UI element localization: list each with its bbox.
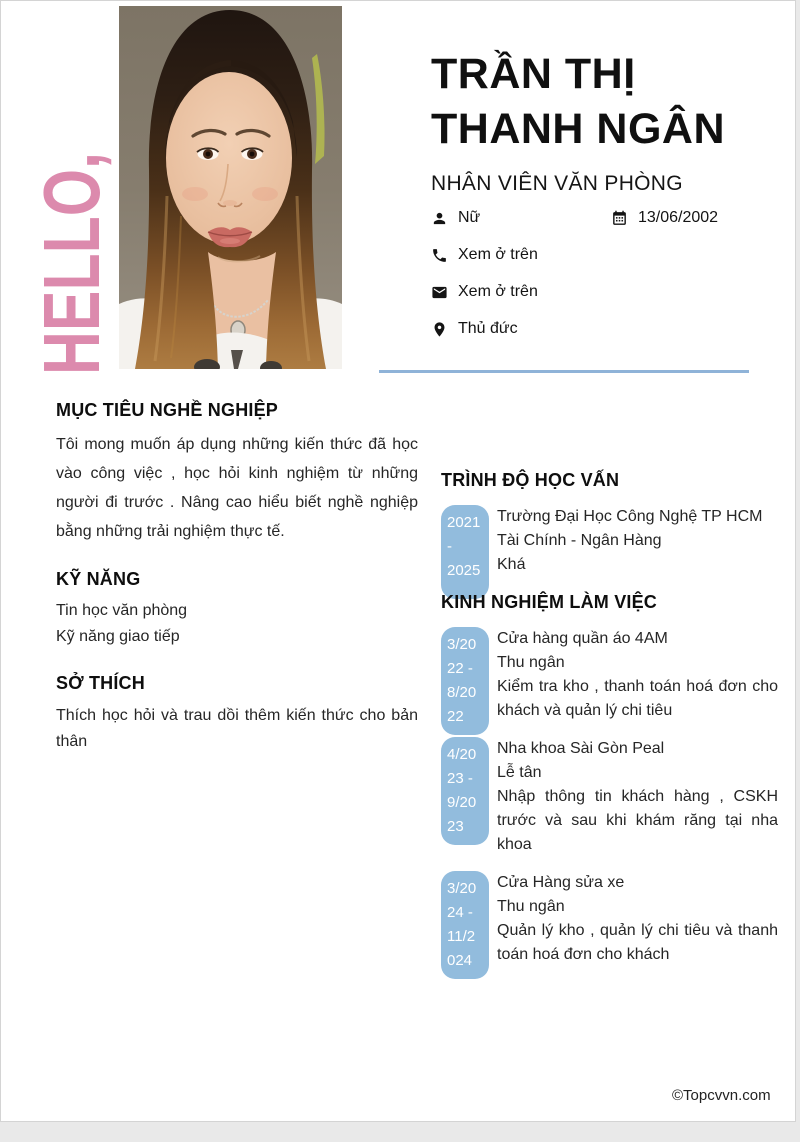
- contact-email: [431, 280, 538, 304]
- contact-info: [431, 206, 771, 354]
- header-divider-line: [379, 370, 749, 373]
- phone-icon: [431, 247, 448, 264]
- experience-company: Cửa Hàng sửa xe: [497, 874, 625, 891]
- experience-item: [441, 737, 778, 857]
- experience-period-badge: 3/2024 - 11/2024: [441, 871, 489, 979]
- calendar-icon: [611, 210, 628, 227]
- skills-heading: KỸ NĂNG: [56, 569, 141, 589]
- left-column: [56, 399, 418, 755]
- education-item: [441, 505, 778, 577]
- experience-company: Cửa hàng quần áo 4AM: [497, 630, 668, 647]
- education-school: Trường Đại Học Công Nghệ TP HCM: [497, 508, 763, 525]
- education-major: Tài Chính - Ngân Hàng: [497, 532, 662, 549]
- hobbies-text: Thích học hỏi và trau dồi thêm kiến thức cho bản thân: [56, 707, 418, 750]
- experience-company: Nha khoa Sài Gòn Peal: [497, 740, 665, 757]
- experience-description: Kiểm tra kho , thanh toán hoá đơn cho khách và quản lý chi tiêu: [497, 678, 778, 719]
- education-heading: TRÌNH ĐỘ HỌC VẤN: [441, 470, 620, 490]
- education-period-badge: 2021 - 2025: [441, 505, 489, 599]
- experience-heading: KINH NGHIỆM LÀM VIỆC: [441, 592, 658, 612]
- contact-birthday: [611, 206, 718, 230]
- experience-period-badge: 4/2023 - 9/2023: [441, 737, 489, 845]
- experience-description: Nhập thông tin khách hàng , CSKH trước và sau khi khám răng tại nha khoa: [497, 788, 778, 853]
- experience-role: Thu ngân: [497, 898, 565, 915]
- hobbies-heading: SỞ THÍCH: [56, 673, 145, 693]
- skill-item: Tin học văn phòng: [56, 602, 188, 619]
- contact-gender: [431, 206, 480, 230]
- experience-description: Quản lý kho , quản lý chi tiêu và thanh toán hoá đơn cho khách: [497, 922, 778, 963]
- objective-text: Tôi mong muốn áp dụng những kiến thức đã học vào công việc , học hỏi kinh nghiệm từ những người đi trước . Nâng cao hiểu biết nghề nghiệp bằng những trải nghiệm thực tế.: [56, 436, 418, 540]
- experience-period-badge: 3/2022 - 8/2022: [441, 627, 489, 735]
- right-column: [441, 469, 778, 967]
- experience-role: Thu ngân: [497, 654, 565, 671]
- person-icon: [431, 210, 448, 227]
- mail-icon: [431, 284, 448, 301]
- candidate-name: TRẦN THỊ THANH NGÂN: [431, 50, 726, 153]
- experience-role: Lễ tân: [497, 764, 542, 781]
- experience-item: [441, 871, 778, 967]
- contact-address: [431, 317, 518, 341]
- experience-item: [441, 627, 778, 723]
- location-pin-icon: [431, 321, 448, 338]
- gender-value: Nữ: [458, 209, 481, 226]
- skill-item: Kỹ năng giao tiếp: [56, 628, 180, 645]
- watermark-credit: ©Topcvvn.com: [672, 1087, 771, 1104]
- contact-phone: [431, 243, 538, 267]
- birthday-value: 13/06/2002: [638, 209, 719, 226]
- email-value: Xem ở trên: [458, 283, 538, 300]
- profile-photo: [119, 6, 342, 369]
- phone-value: Xem ở trên: [458, 246, 538, 263]
- hello-vertical-text: HELLO,: [27, 152, 116, 375]
- job-title: NHÂN VIÊN VĂN PHÒNG: [431, 172, 683, 195]
- portrait-illustration: [119, 6, 342, 369]
- objective-heading: MỤC TIÊU NGHỀ NGHIỆP: [56, 400, 279, 420]
- address-value: Thủ đức: [458, 320, 518, 337]
- education-grade: Khá: [497, 556, 526, 573]
